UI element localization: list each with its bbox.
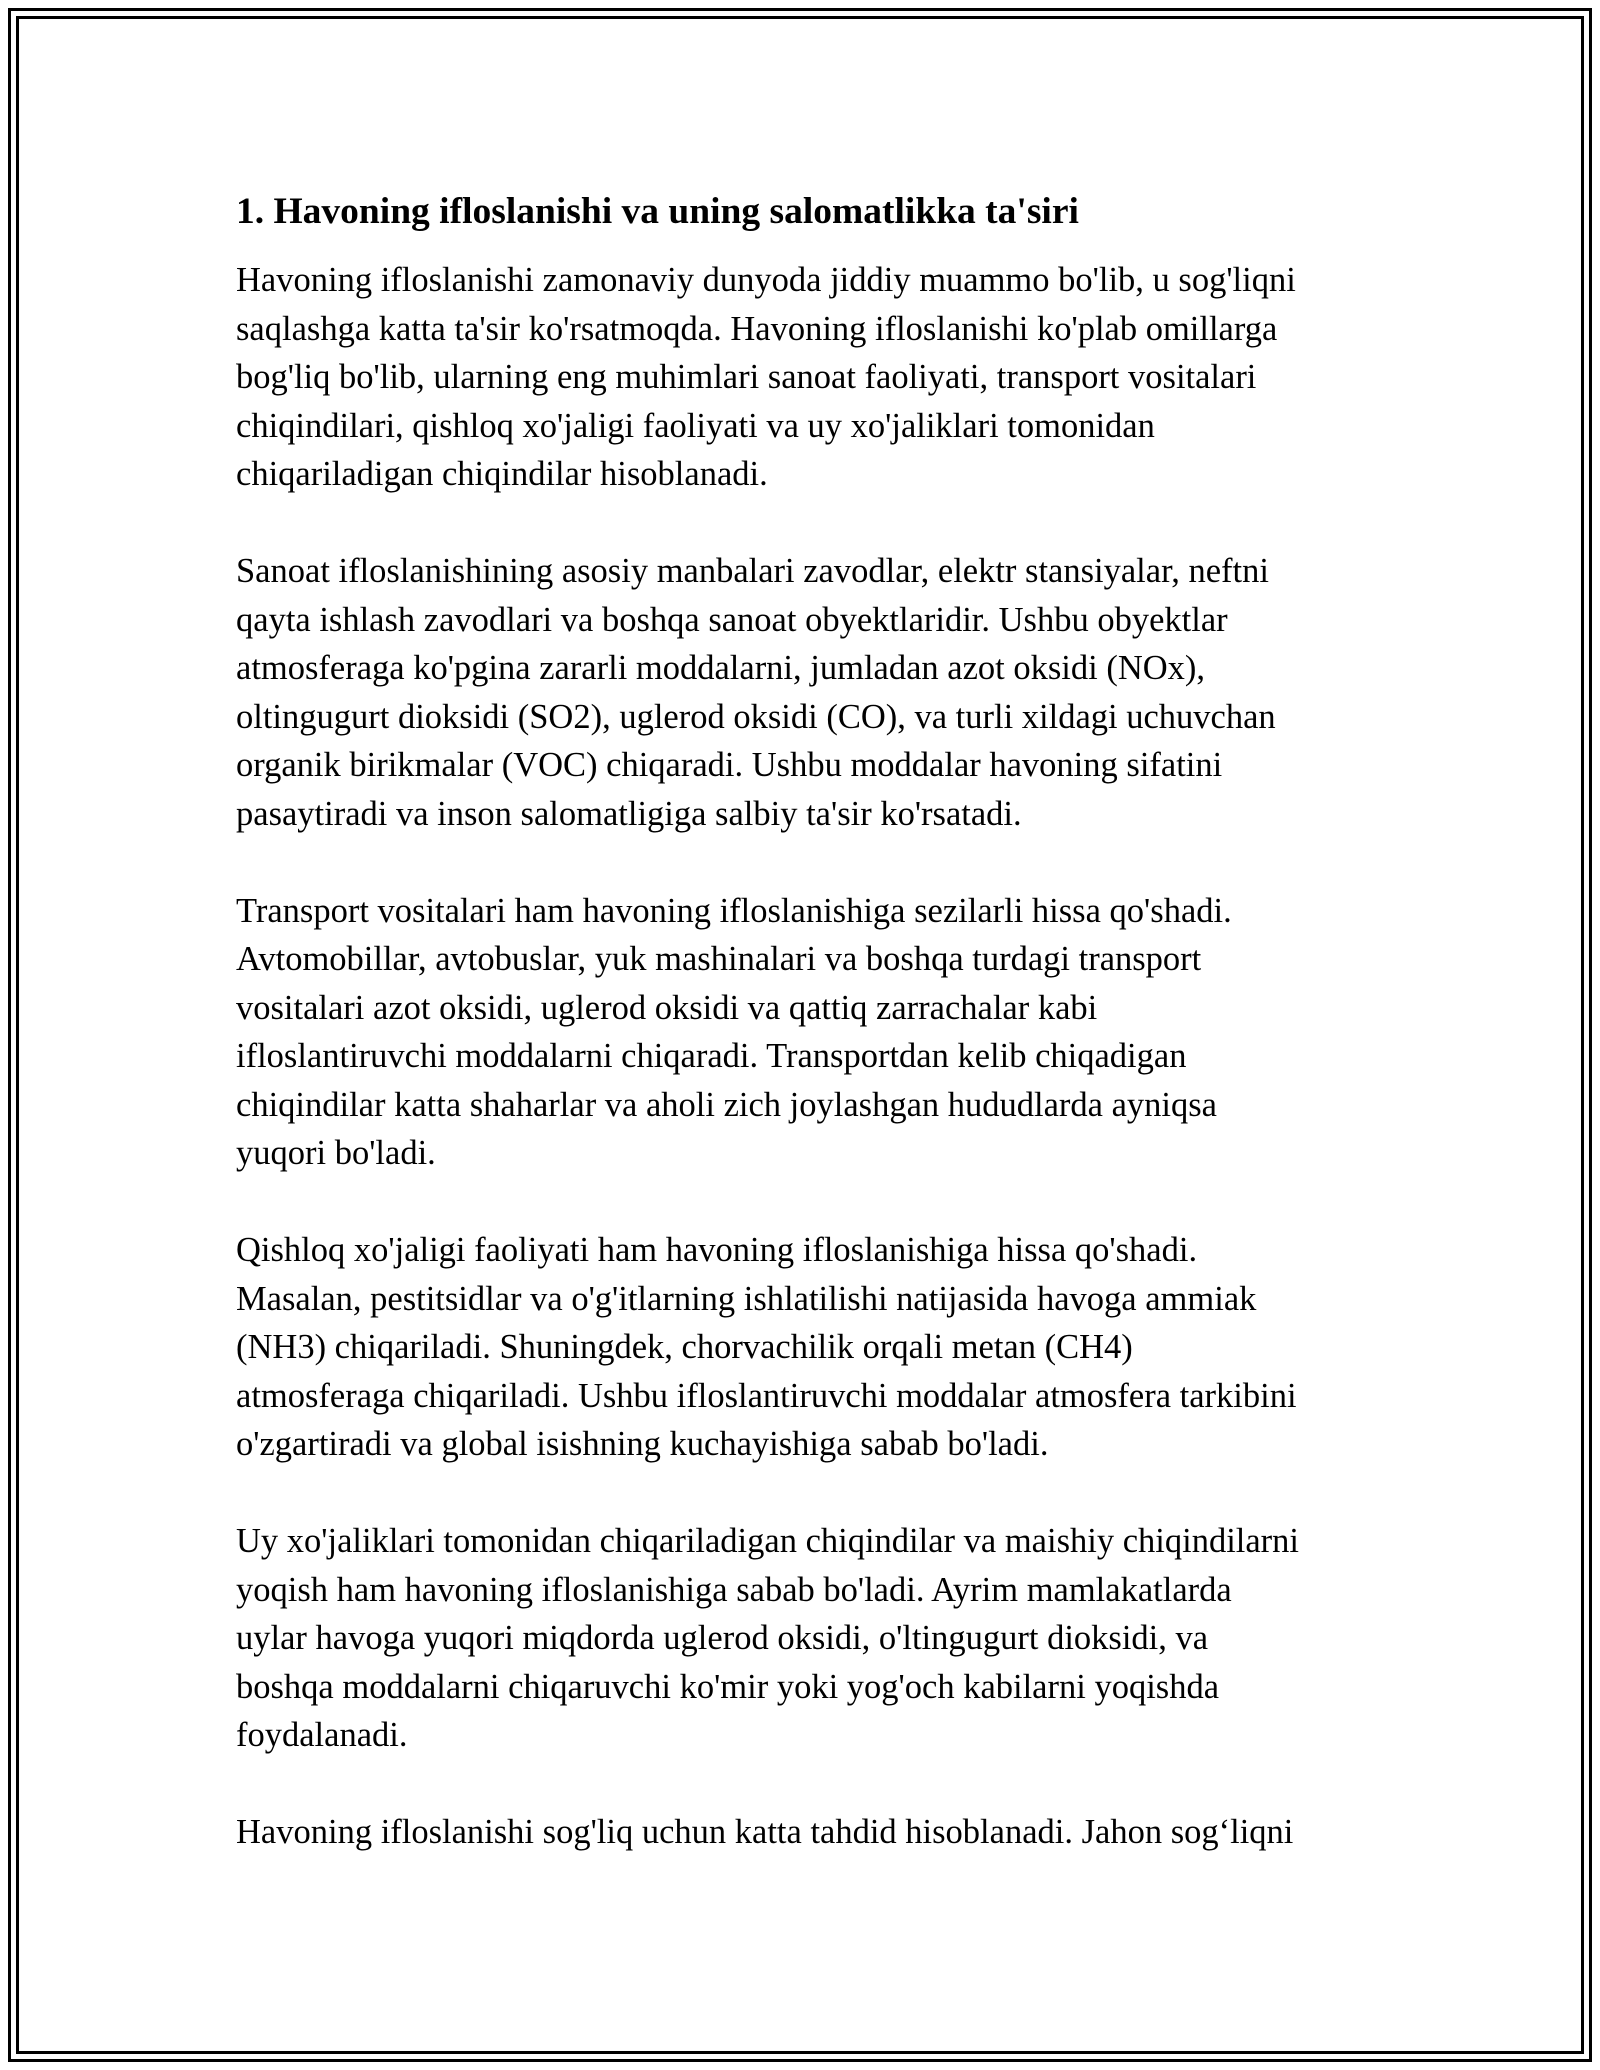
text-line: ifloslantiruvchi moddalarni chiqaradi. Transportdan kelib chiqadigan — [236, 1037, 1187, 1075]
text-line: Uy xo'jaliklari tomonidan chiqariladigan chiqindilar va maishiy chiqindilarni — [236, 1522, 1299, 1560]
text-line: saqlashga katta ta'sir ko'rsatmoqda. Havoning ifloslanishi ko'plab omillarga — [236, 309, 1278, 348]
text-line: atmosferaga ko'pgina zararli moddalarni, jumladan azot oksidi (NOx), — [236, 649, 1206, 687]
text-line: chiqindilar katta shaharlar va aholi zich joylashgan hududlarda ayniqsa — [236, 1085, 1217, 1124]
paragraph-2 — [236, 547, 1376, 838]
text-line: yoqish ham havoning ifloslanishiga sabab bo'ladi. Ayrim mamlakatlarda — [236, 1570, 1232, 1609]
text-line: Havoning ifloslanishi zamonaviy dunyoda jiddiy muammo bo'lib, u sog'liqni — [236, 261, 1296, 299]
text-line: pasaytiradi va inson salomatligiga salbiy ta'sir ko'rsatadi. — [236, 794, 1022, 833]
text-line: organik birikmalar (VOC) chiqaradi. Ushbu moddalar havoning sifatini — [236, 746, 1223, 784]
text-line: vositalari azot oksidi, uglerod oksidi va qattiq zarrachalar kabi — [236, 988, 1098, 1027]
text-line: bog'liq bo'lib, ularning eng muhimlari sanoat faoliyati, transport vositalari — [236, 358, 1257, 396]
text-line: chiqariladigan chiqindilar hisoblanadi. — [236, 455, 768, 493]
text-line: uylar havoga yuqori miqdorda uglerod oksidi, o'ltingugurt dioksidi, va — [236, 1619, 1209, 1657]
text-line: foydalanadi. — [236, 1716, 408, 1754]
text-line: Sanoat ifloslanishining asosiy manbalari zavodlar, elektr stansiyalar, neftni — [236, 552, 1269, 590]
text-line: o'zgartiradi va global isishning kuchayishiga sabab bo'ladi. — [236, 1425, 1049, 1463]
document-body — [236, 186, 1376, 1905]
text-line: Havoning ifloslanishi sog'liq uchun katta tahdid hisoblanadi. Jahon sog‘liqni — [236, 1813, 1294, 1851]
paragraph-4 — [236, 1226, 1376, 1469]
paragraph-6 — [236, 1808, 1376, 1857]
text-line: Transport vositalari ham havoning ifloslanishiga sezilarli hissa qo'shadi. — [236, 891, 1232, 930]
text-line: chiqindilari, qishloq xo'jaligi faoliyati va uy xo'jaliklari tomonidan — [236, 406, 1155, 445]
paragraph-3 — [236, 887, 1376, 1178]
text-line: qayta ishlash zavodlari va boshqa sanoat obyektlaridir. Ushbu obyektlar — [236, 600, 1228, 639]
text-line: Masalan, pestitsidlar va o'g'itlarning ishlatilishi natijasida havoga ammiak — [236, 1279, 1257, 1318]
text-line: boshqa moddalarni chiqaruvchi ko'mir yoki yog'och kabilarni yoqishda — [236, 1667, 1220, 1706]
text-line: yuqori bo'ladi. — [236, 1134, 436, 1172]
text-line: oltingugurt dioksidi (SO2), uglerod oksidi (CO), va turli xildagi uchuvchan — [236, 697, 1276, 736]
text-line: Qishloq xo'jaligi faoliyati ham havoning ifloslanishiga hissa qo'shadi. — [236, 1231, 1198, 1269]
section-heading: 1. Havoning ifloslanishi va uning salomatlikka ta'siri — [236, 191, 1079, 232]
text-line: atmosferaga chiqariladi. Ushbu ifloslantiruvchi moddalar atmosfera tarkibini — [236, 1376, 1297, 1415]
text-line: Avtomobillar, avtobuslar, yuk mashinalari va boshqa turdagi transport — [236, 940, 1202, 978]
paragraph-5 — [236, 1517, 1376, 1760]
text-line: (NH3) chiqariladi. Shuningdek, chorvachilik orqali metan (CH4) — [236, 1328, 1133, 1366]
paragraph-1 — [236, 256, 1376, 499]
